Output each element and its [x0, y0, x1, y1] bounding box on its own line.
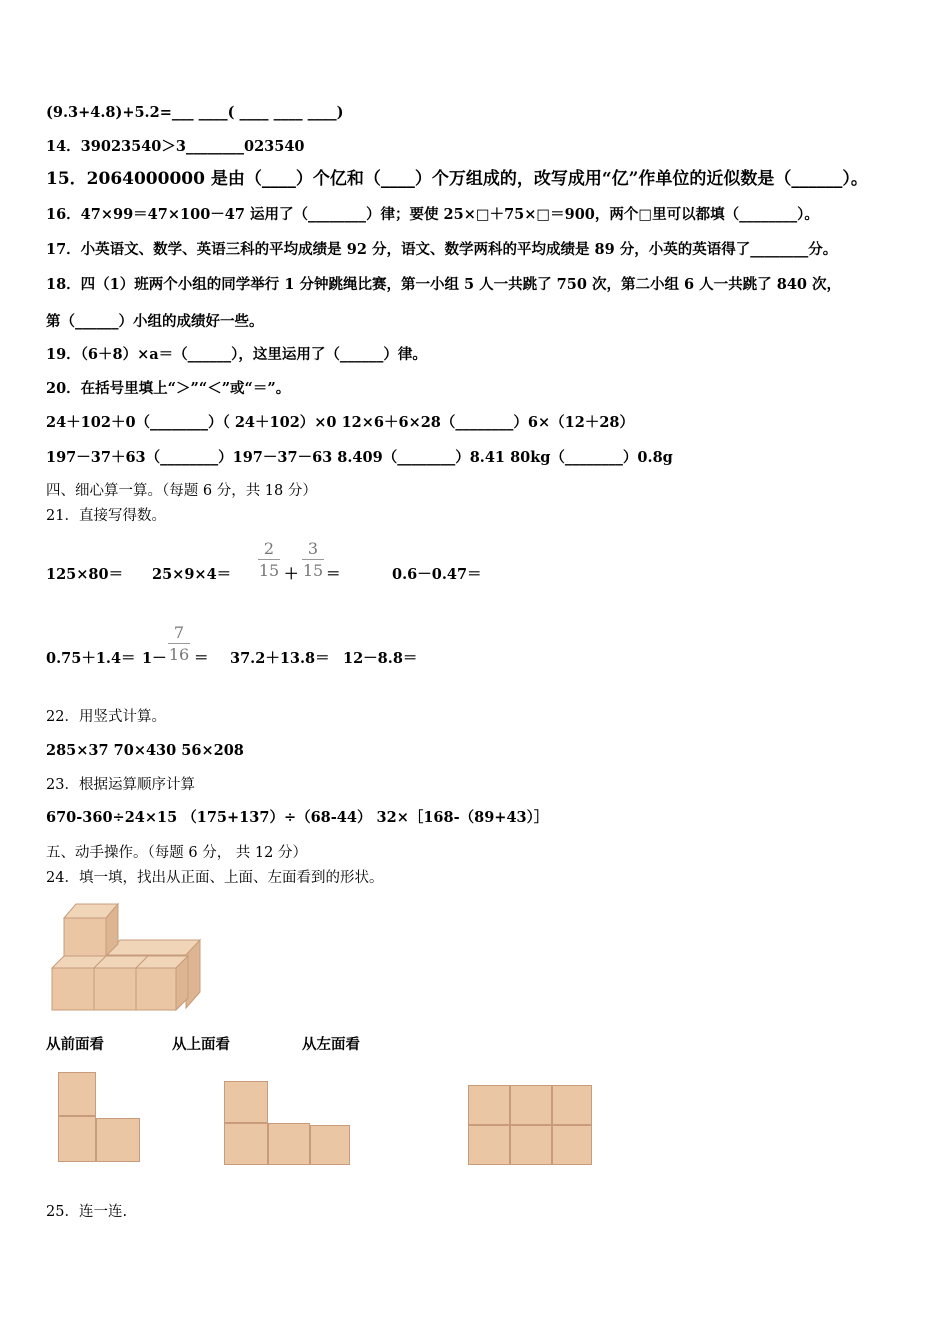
- q15-line: 15．2064000000 是由（____）个亿和（____）个万组成的，改写成用“亿”作单位的近似数是（______）。: [46, 169, 868, 189]
- fraction-bar: [168, 643, 190, 644]
- bottom-front-3: [136, 968, 176, 1010]
- q16-line: 16．47×99＝47×100－47 运用了（________）律；要使 25×□＋75×□＝900，两个□里可以都填（________）。: [46, 206, 819, 223]
- q23-row: 670-360÷24×15 （175+137）÷（68-44） 32×［168-（89+43）］: [46, 809, 549, 826]
- q21-r1-e: 0.6－0.47＝: [392, 566, 482, 583]
- q21-line: 21．直接写得数。: [46, 508, 166, 524]
- fraction-denominator: 16: [168, 645, 190, 664]
- q20-line: 20．在括号里填上“＞”“＜”或“＝”。: [46, 380, 291, 397]
- fraction-bar: [302, 559, 324, 560]
- back-row-top: [106, 940, 200, 955]
- fraction-bar: [258, 559, 280, 560]
- fraction-numerator: 2: [263, 539, 275, 558]
- q21-r2-a: 0.75＋1.4＝: [46, 650, 136, 667]
- shape-a-square: [96, 1118, 140, 1162]
- section-4-heading: 四、细心算一算。（每题 6 分，共 18 分）: [46, 483, 317, 499]
- shape-b-square: [310, 1125, 350, 1165]
- label-front-view: 从前面看: [46, 1036, 104, 1053]
- q21-r1-a: 125×80＝: [46, 566, 124, 583]
- q19-line: 19．（6＋8）×a＝（______），这里运用了（______）律。: [46, 346, 427, 363]
- fraction-denominator: 15: [258, 561, 280, 580]
- shape-c-square: [510, 1085, 552, 1125]
- section-5-heading: 五、动手操作。（每题 6 分， 共 12 分）: [46, 845, 307, 861]
- q20-row2: 197－37＋63（________）197－37－63 8.409（________）8.41 80kg（________）0.8g: [46, 449, 673, 466]
- q17-line: 17．小英语文、数学、英语三科的平均成绩是 92 分，语文、数学两科的平均成绩是 89 分，小英的英语得了________分。: [46, 241, 838, 258]
- shape-c-square: [552, 1125, 592, 1165]
- shape-c-square: [468, 1085, 510, 1125]
- q21-r2-e: 12－8.8＝: [343, 650, 418, 667]
- fraction-3-15: [302, 540, 324, 579]
- q21-r1-b: 25×9×4＝: [152, 566, 232, 583]
- shape-b-square: [224, 1123, 268, 1165]
- q18-line2: 第（______）小组的成绩好一些。: [46, 313, 264, 330]
- fraction-7-16: [168, 624, 190, 663]
- fraction-2-15: [258, 540, 280, 579]
- q22-row: 285×37 70×430 56×208: [46, 742, 244, 759]
- shape-a-square: [58, 1116, 96, 1162]
- equals-sign: ＝: [326, 566, 341, 583]
- shape-c-square: [552, 1085, 592, 1125]
- q22-line: 22．用竖式计算。: [46, 709, 166, 725]
- fraction-numerator: 3: [307, 539, 319, 558]
- bottom-front-1: [52, 968, 94, 1010]
- shape-b-square: [268, 1123, 310, 1165]
- fraction-denominator: 15: [302, 561, 324, 580]
- q14-text: 14．39023540＞3________023540: [46, 138, 305, 155]
- shape-c-square: [468, 1125, 510, 1165]
- q13-line: (9.3+4.8)+5.2=___ ____( ____ ____ ____): [46, 104, 344, 121]
- equals-sign: ＝: [194, 650, 209, 667]
- top-cube-front: [64, 918, 106, 956]
- q14-line: [46, 137, 305, 157]
- bottom-front-2: [94, 968, 136, 1010]
- shape-a-square: [58, 1072, 96, 1116]
- fraction-numerator: 7: [173, 623, 185, 642]
- label-left-view: 从左面看: [302, 1036, 360, 1053]
- q25-line: 25．连一连.: [46, 1204, 128, 1220]
- shape-c-square: [510, 1125, 552, 1165]
- plus-sign: ＋: [284, 566, 299, 583]
- q18-line1: 18．四（1）班两个小组的同学举行 1 分钟跳绳比赛，第一小组 5 人一共跳了 750 次，第二小组 6 人一共跳了 840 次，: [46, 276, 842, 293]
- cube-stack-figure: [48, 900, 208, 1015]
- q21-r2-d: 37.2＋13.8＝: [230, 650, 330, 667]
- q20-row1: 24＋102＋0（________）（ 24＋102）×0 12×6＋6×28（________）6×（12＋28）: [46, 414, 634, 431]
- shape-b-square: [224, 1081, 268, 1123]
- q23-line: 23．根据运算顺序计算: [46, 777, 195, 793]
- q24-line: 24．填一填，找出从正面、上面、左面看到的形状。: [46, 870, 384, 886]
- q21-r2-b: 1－: [142, 650, 167, 667]
- label-top-view: 从上面看: [172, 1036, 230, 1053]
